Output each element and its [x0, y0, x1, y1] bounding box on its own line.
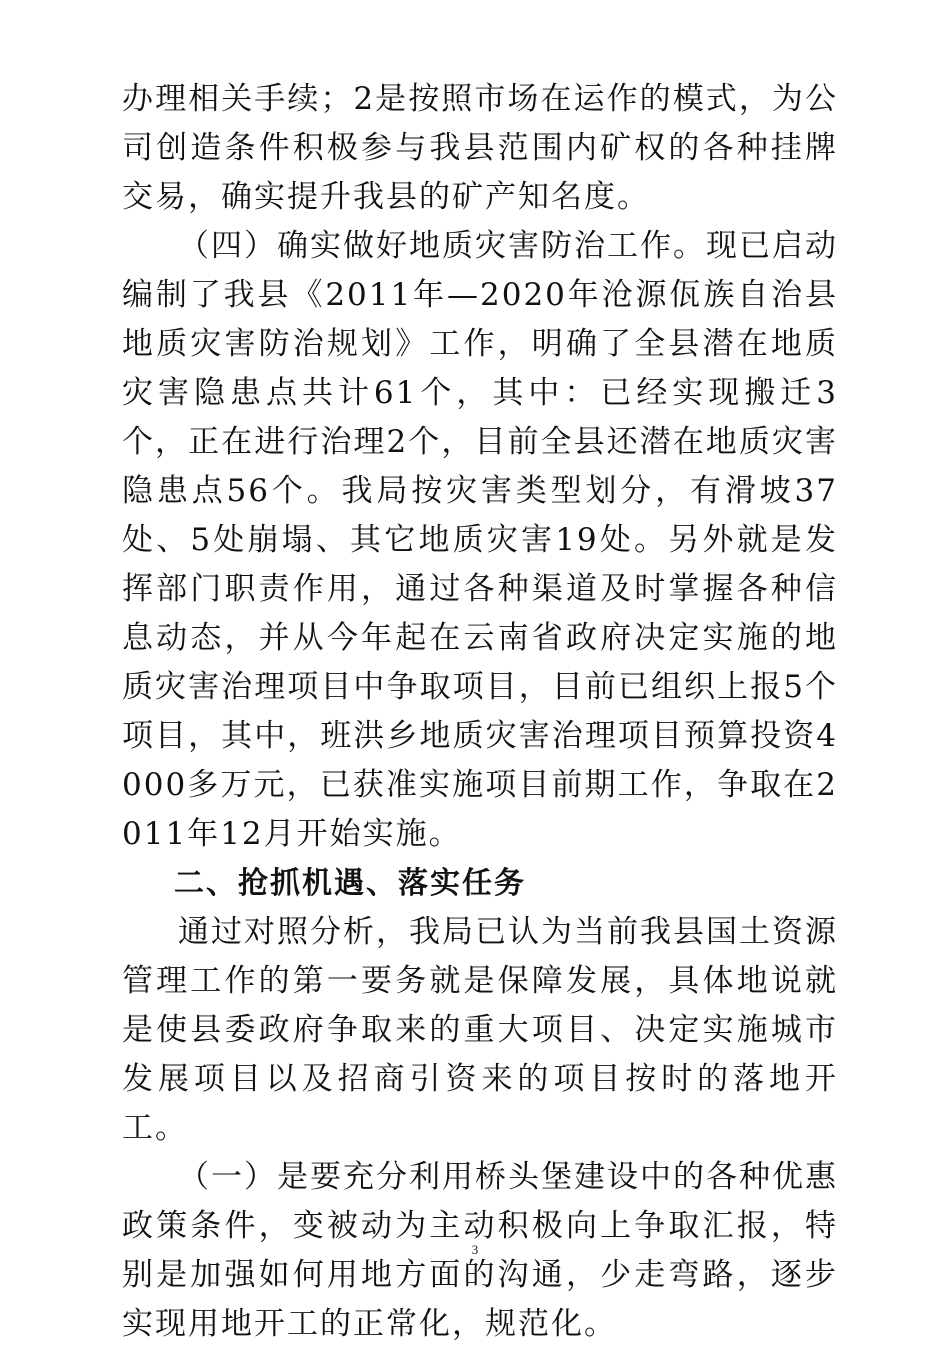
- page-number: 3: [471, 1242, 479, 1257]
- paragraph-geological-hazard: （四）确实做好地质灾害防治工作。现已启动编制了我县《2011年—2020年沧源佤族自治县地质灾害防治规划》工作，明确了全县潜在地质灾害隐患点共计61个，其中：已经实现搬迁3 个，正在进行治理2个，目前全县还潜在地质灾害隐患点56个。我局按灾害类型划分，有滑坡37处、5处崩塌、其它地质灾害19处。另外就是发挥部门职责作用，通过各种渠道及时掌握各种信息动态，并从今年起在云南省政府决定实施的地质灾害治理项目中争取项目，目前已组织上报5个项目，其中，班洪乡地质灾害治理项目预算投资4000多万元，已获准实施项目前期工作，争取在2011年12月开始实施。: [122, 228, 838, 852]
- section-heading: 二、抢抓机遇、落实任务: [174, 866, 526, 901]
- paragraph-continued: 办理相关手续；2是按照市场在运作的模式，为公司创造条件积极参与我县范围内矿权的各种挂牌交易，确实提升我县的矿产知名度。: [122, 81, 838, 215]
- paragraph-analysis: 通过对照分析，我局已认为当前我县国土资源管理工作的第一要务就是保障发展，具体地说就是使县委政府争取来的重大项目、决定实施城市发展项目以及招商引资来的项目按时的落地开工。: [122, 914, 838, 1146]
- document-body: [122, 75, 838, 1349]
- paragraph-policy: （一）是要充分利用桥头堡建设中的各种优惠政策条件，变被动为主动积极向上争取汇报，特别是加强如何用地方面的沟通，少走弯路，逐步实现用地开工的正常化，规范化。: [122, 1159, 838, 1342]
